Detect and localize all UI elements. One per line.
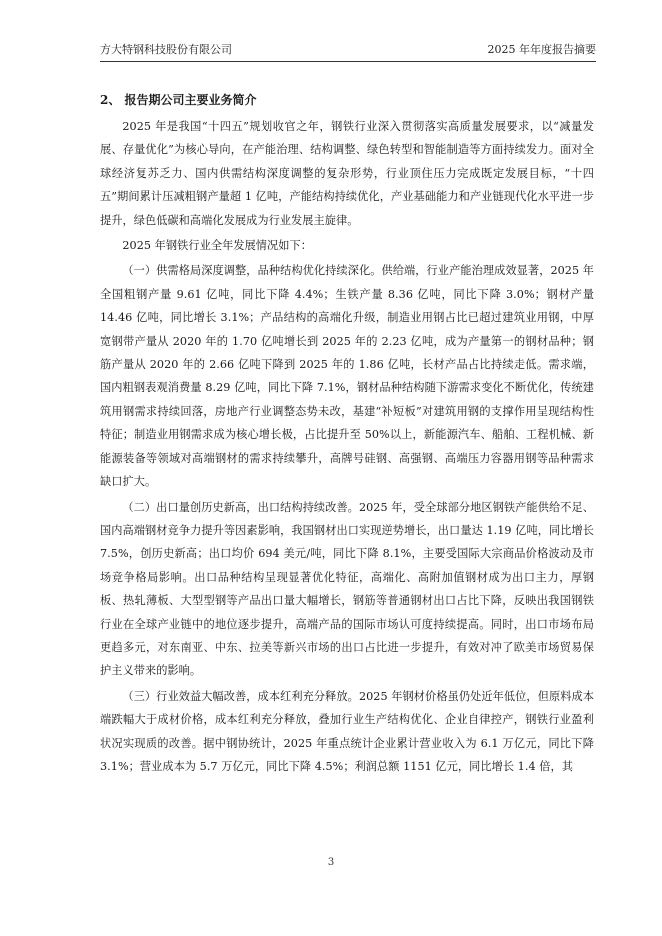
page-number: 3 [327,857,335,868]
section-heading: 2、 报告期公司主要业务简介 [100,93,257,107]
page-header [100,42,596,58]
paragraph-exports: （二）出口量创历史新高，出口结构持续改善。2025 年，受全球部分地区钢铁产能供给不足、国内高端钢材竞争力提升等因素影响，我国钢材出口实现逆势增长，出口量达 1.19 亿吨，同比增长 7.5%，创历史新高；出口均价 694 美元/吨，同比下降 8.1%，主要受国际大宗商品价格波动及市场竞争格局影响。出口品种结构呈现显著优化特征，高端化、高附加值钢材成为出口主力，厚钢板、热轧薄板、大型型钢等产品出口量大幅增长，钢筋等普通钢材出口占比下降，反映出我国钢铁行业在全球产业链中的地位逐步提升，高端产品的国际市场认可度持续提高。同时，出口市场布局更趋多元，对东南亚、中东、拉美等新兴市场的出口占比进一步提升，有效对冲了欧美市场贸易保护主义带来的影响。 [100,500,594,678]
header-report-title: 2025 年年度报告摘要 [487,43,596,56]
paragraph-overview-lead: 2025 年钢铁行业全年发展情况如下： [122,239,312,253]
header-divider [100,61,596,62]
document-body [100,88,594,778]
paragraph-supply-demand: （一）供需格局深度调整，品种结构优化持续深化。供给端，行业产能治理成效显著，2025 年全国粗钢产量 9.61 亿吨，同比下降 4.4%；生铁产量 8.36 亿吨，同比下降 3.0%；钢材产量 14.46 亿吨，同比增长 3.1%；产品结构的高端化升级，制造业用钢占比已超过建筑业用钢，中厚宽钢带产量从 2020 年的 1.70 亿吨增长到 2025 年的 2.23 亿吨，成为产量第一的钢材品种；钢筋产量从 2020 年的 2.66 亿吨下降到 2025 年的 1.86 亿吨，长材产品占比持续走低。需求端，国内粗钢表观消费量 8.29 亿吨，同比下降 7.1%，钢材品种结构随下游需求变化不断优化，传统建筑用钢需求持续回落，房地产行业调整态势未改，基建“补短板”对建筑用钢的支撑作用呈现结构性特征；制造业用钢需求成为核心增长极，占比提升至 50%以上，新能源汽车、船舶、工程机械、新能源装备等领域对高端钢材的需求持续攀升，高牌号硅钢、高强钢、高端压力容器用钢等品种需求缺口扩大。 [100,264,594,489]
header-company-name: 方大特钢科技股份有限公司 [100,43,232,56]
paragraph-profitability: （三）行业效益大幅改善，成本红利充分释放。2025 年钢材价格虽仍处近年低位，但原料成本端跌幅大于成材价格，成本红利充分释放，叠加行业生产结构优化、企业自律控产，钢铁行业盈利状况实现质的改善。据中钢协统计，2025 年重点统计企业累计营业收入为 6.1 万亿元，同比下降 3.1%；营业成本为 5.7 万亿元，同比下降 4.5%；利润总额 1151 亿元，同比增长 1.4 倍，其 [100,689,594,773]
paragraph-intro: 2025 年是我国“十四五”规划收官之年，钢铁行业深入贯彻落实高质量发展要求，以“减量发展、存量优化”为核心导向，在产能治理、结构调整、绿色转型和智能制造等方面持续发力。面对全球经济复苏乏力、国内供需结构深度调整的复杂形势，行业顶住压力完成既定发展目标，“十四五”期间累计压减粗钢产量超 1 亿吨，产能结构持续优化，产业基础能力和产业链现代化水平进一步提升，绿色低碳和高端化发展成为行业发展主旋律。 [100,120,594,227]
